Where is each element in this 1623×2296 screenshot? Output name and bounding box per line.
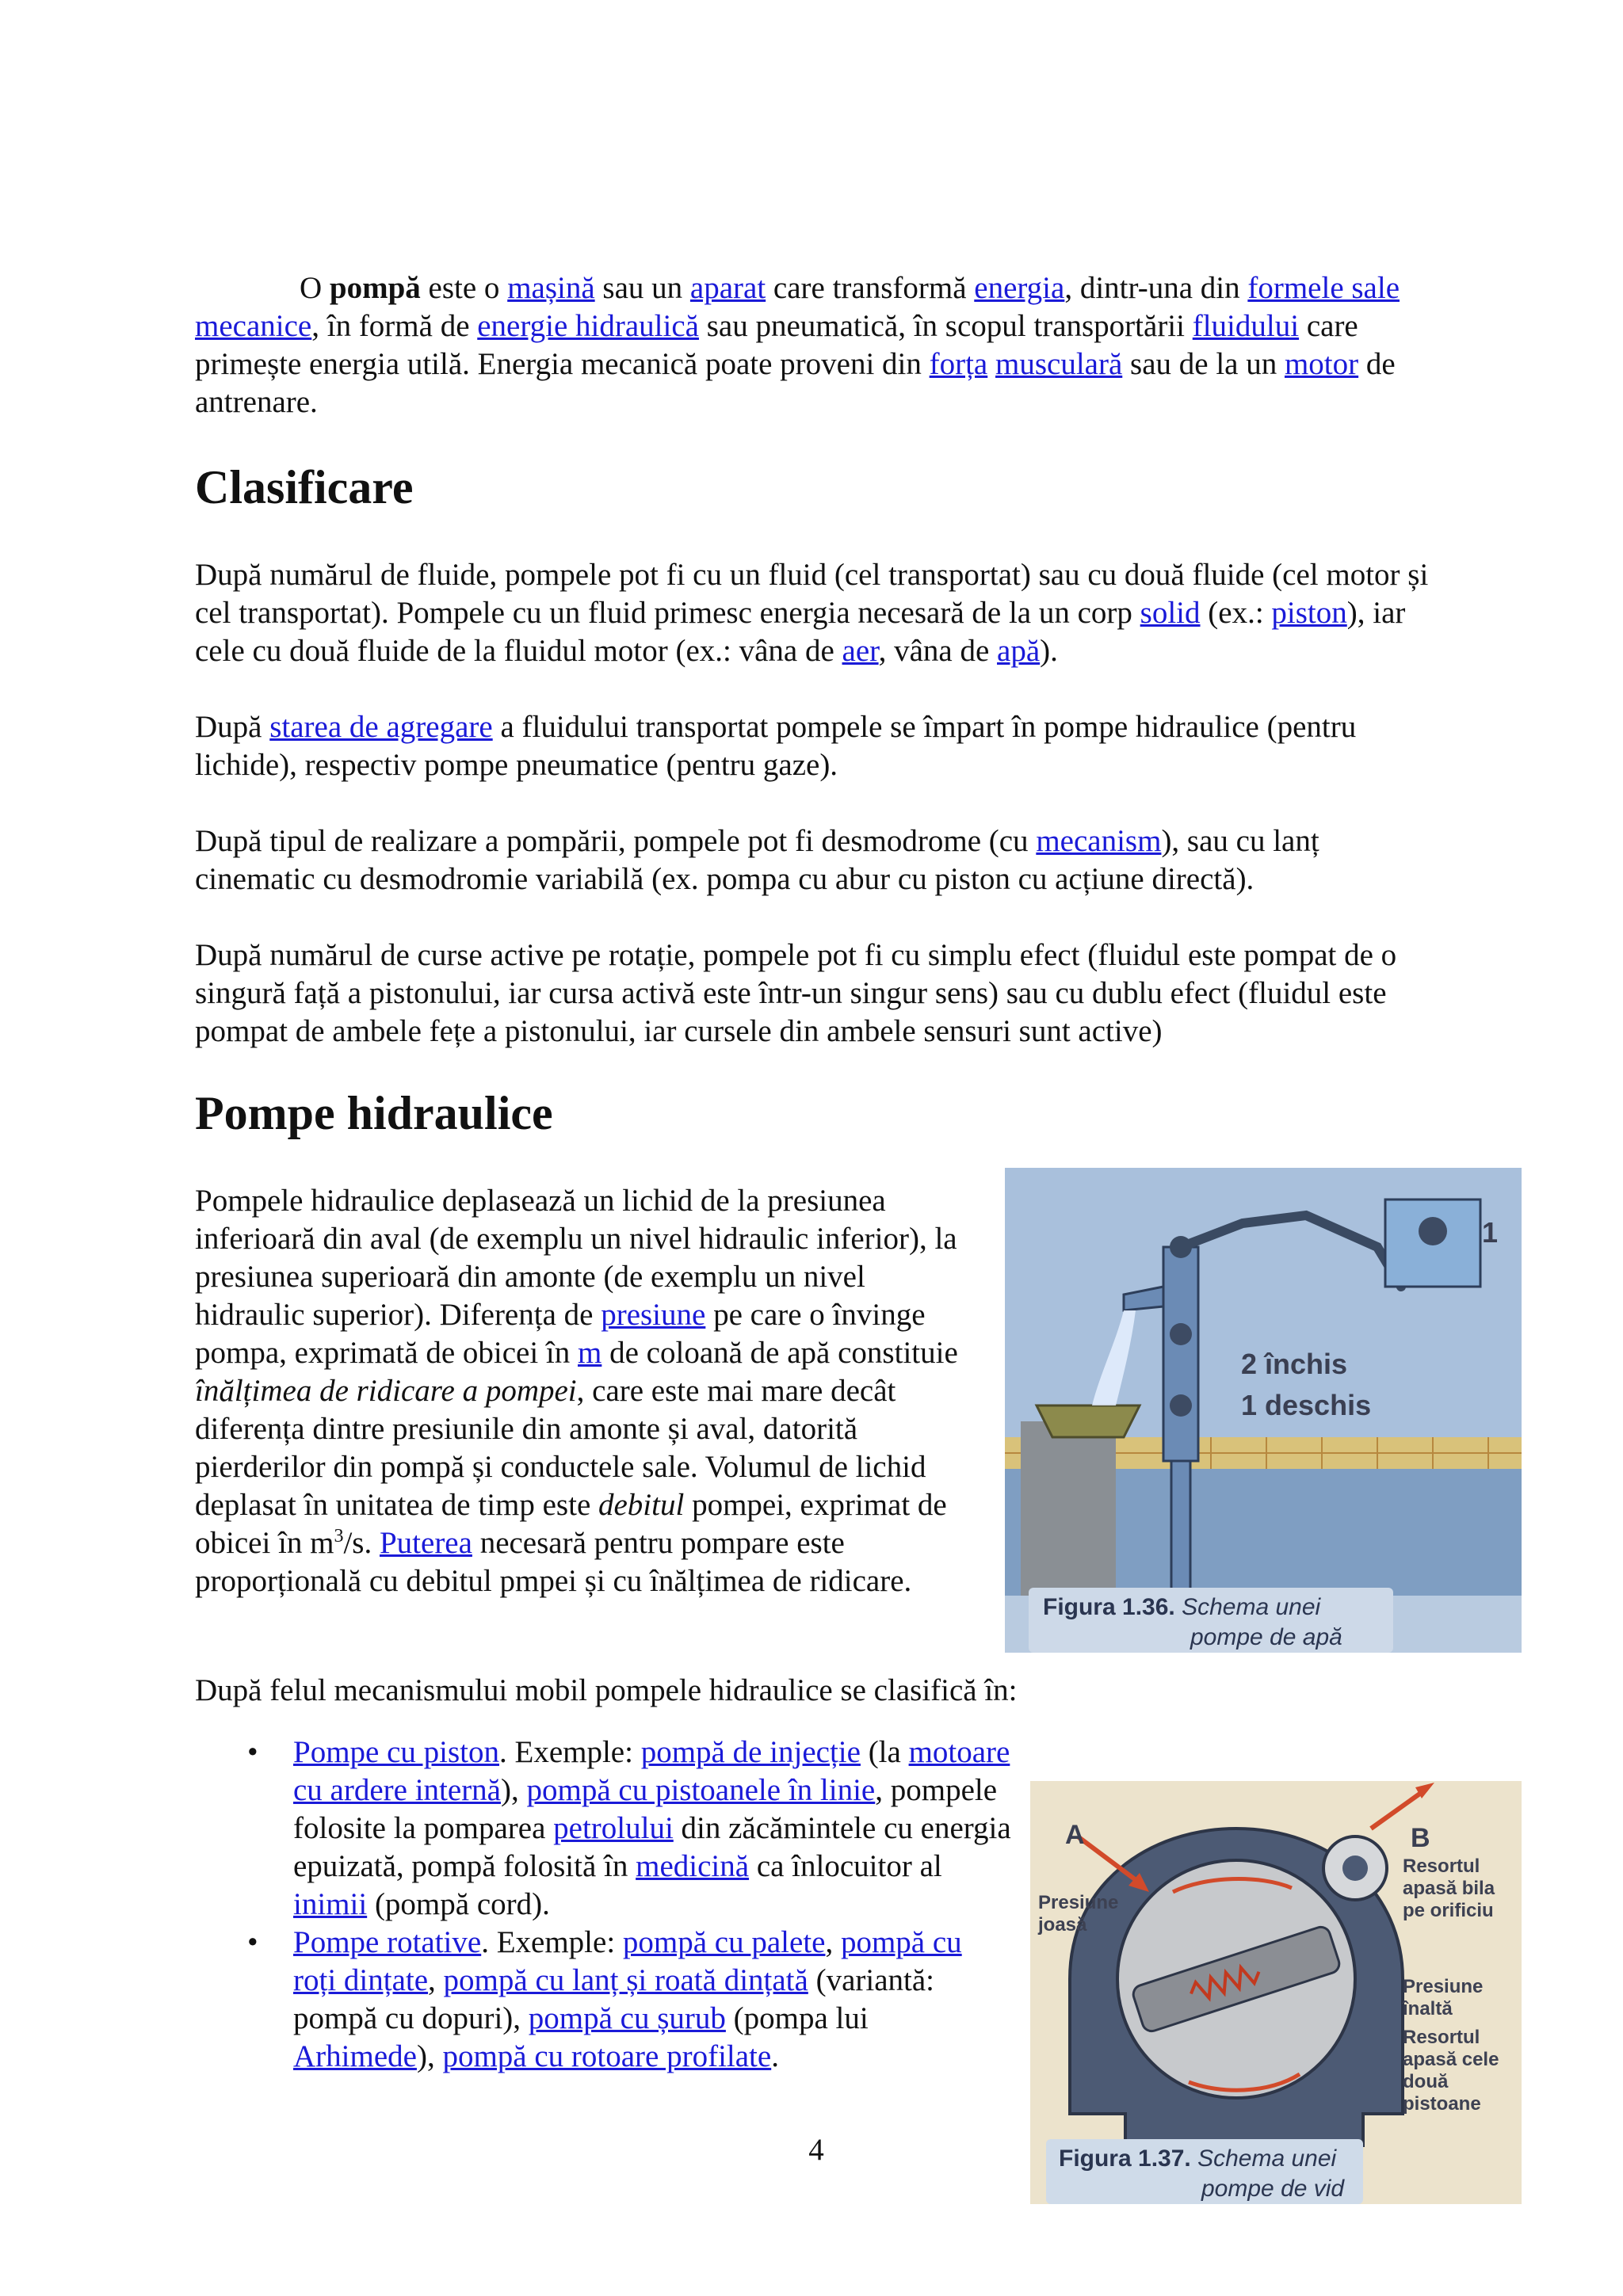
link-motoare-ardere-interna[interactable]: motoare cu ardere internă [293, 1735, 1010, 1807]
figure2-caption: Figura 1.37. Schema unei pompe de vid [1059, 2145, 1345, 2202]
link-pompa-roti-dintate[interactable]: pompă cu roți dințate [293, 1925, 962, 1997]
page-number: 4 [808, 2133, 824, 2167]
link-pompa-rotoare-profilate[interactable]: pompă cu rotoare profilate [442, 2039, 772, 2073]
link-starea-de-agregare[interactable]: starea de agregare [269, 710, 493, 744]
link-aer[interactable]: aer [842, 634, 879, 668]
paragraph-curse-active: După numărul de curse active pe rotație, pompele pot fi cu simplu efect (fluidul este pompat de o singură față a pistonului, iar cursa activă este într-un singur sens) sau cu dublu efect (fluidul este pompat de ambele fețe a pistonului, iar cursele din ambele sensuri sunt active) [195, 938, 1397, 1048]
figure2-label-A: A [1065, 1820, 1085, 1850]
link-pompe-cu-piston[interactable]: Pompe cu piston [293, 1735, 499, 1769]
link-petrolului[interactable]: petrolului [553, 1811, 674, 1845]
pump-types-list [195, 1733, 1011, 2076]
link-pompa-de-injectie[interactable]: pompă de injecție [640, 1735, 861, 1769]
link-formele-mecanice[interactable]: formele sale mecanice [195, 271, 1400, 343]
term-pompa: pompă [329, 271, 421, 305]
paragraph-mecanism-mobil: După felul mecanismului mobil pompele hidraulice se clasifică în: [195, 1673, 1018, 1707]
list-item-pompe-cu-piston: • Pompe cu piston. Exemple: pompă de injecție (la motoare cu ardere internă), pompă cu pistoanele în linie, pompele folosite la pomparea petrolului din zăcămintele cu energia epuizată, pompă folosită în medicină ca înlocuitor al inimii (pompă cord). [195, 1733, 1011, 1924]
term-inaltimea-de-ridicare: înălțimea de ridicare a pompei [195, 1374, 577, 1408]
intro-paragraph: O pompă este o mașină sau un aparat care transformă energia, dintr-una din formele sale mecanice, în formă de energie hidraulică sau pneumatică, în scopul transportării fluidului care primește energia utilă. Energia mecanică poate proveni din forța musculară sau de la un motor de antrenare. [195, 271, 1400, 419]
link-pompe-rotative[interactable]: Pompe rotative [293, 1925, 482, 1959]
figure2-label-resortul-pistoane: Resortul apasă cele două pistoane [1403, 2027, 1499, 2115]
link-pompa-lant-roata[interactable]: pompă cu lanț și roată dințată [443, 1963, 808, 1997]
link-aparat[interactable]: aparat [689, 271, 766, 305]
paragraph-pompe-hidraulice: Pompele hidraulice deplasează un lichid de la presiunea inferioară din aval (de exemplu un nivel hidraulic inferior), la presiunea superioară din amonte (de exemplu un nivel hidraulic superior). Diferența de presiune pe care o învinge pompa, exprimată de obicei în m de coloană de apă constituie înălțimea de ridicare a pompei, care este mai mare decât diferența dintre presiunile din amonte și aval, datorită pierderilor din pompă și conductele sale. Volumul de lichid deplasat în unitatea de timp este debitul pompei, exprimat de obicei în $m^3/s$. Puterea necesară pentru pompare este proporțională cu debitul pmpei și cu înălțimea de ridicare. [195, 1184, 958, 1598]
figure-vacuum-pump [1030, 1781, 1522, 2204]
link-m[interactable]: m [578, 1336, 602, 1370]
link-masina[interactable]: mașină [507, 271, 595, 305]
link-fluidului[interactable]: fluidului [1192, 309, 1300, 343]
link-energia[interactable]: energia [974, 271, 1065, 305]
link-forta[interactable]: forța [929, 347, 988, 381]
figure-water-pump [1005, 1168, 1522, 1653]
link-apa[interactable]: apă [997, 634, 1041, 668]
link-solid[interactable]: solid [1140, 596, 1201, 630]
figure2-label-presiune-inalta: Presiune înaltă [1403, 1976, 1484, 2019]
link-pompa-cu-palete[interactable]: pompă cu palete [622, 1925, 826, 1959]
term-debitul: debitul [598, 1488, 685, 1522]
link-mecanism[interactable]: mecanism [1036, 824, 1162, 858]
paragraph-fluide: După numărul de fluide, pompele pot fi cu un fluid (cel transportat) sau cu două fluide (cel motor și cel transportat). Pompele cu un fluid primesc energia necesară de la un corp solid (ex.: piston), iar cele cu două fluide de la fluidul motor (ex.: vâna de aer, vâna de apă). [195, 558, 1429, 668]
heading-pompe-hidraulice: Pompe hidraulice [195, 1087, 553, 1139]
link-energie-hidraulica[interactable]: energie hidraulică [477, 309, 699, 343]
figure2-label-B: B [1411, 1823, 1430, 1853]
link-piston[interactable]: piston [1271, 596, 1347, 630]
figure1-label-2-inchis: 2 închis [1241, 1348, 1348, 1380]
link-pompa-cu-surub[interactable]: pompă cu șurub [528, 2001, 726, 2035]
paragraph-stare-agregare: După starea de agregare a fluidului transportat pompele se împart în pompe hidraulice (pentru lichide), respectiv pompe pneumatice (pentru gaze). [195, 710, 1357, 782]
link-medicina[interactable]: medicină [636, 1849, 750, 1883]
link-puterea[interactable]: Puterea [379, 1526, 472, 1560]
figure1-label-1-deschis: 1 deschis [1241, 1389, 1372, 1421]
figure2-label-presiune-joasa: Presiune joasă [1038, 1892, 1119, 1936]
link-pompa-pistoane-linie[interactable]: pompă cu pistoanele în linie [526, 1773, 876, 1807]
link-inimii[interactable]: inimii [293, 1887, 368, 1921]
figure1-label-1: 1 [1482, 1216, 1499, 1249]
link-musculara[interactable]: musculară [995, 347, 1123, 381]
list-item-pompe-rotative: • Pompe rotative. Exemple: pompă cu palete, pompă cu roți dințate, pompă cu lanț și roată dințată (variantă: pompă cu dopuri), pompă cu șurub (pompa lui Arhimede), pompă cu rotoare profilate. [195, 1924, 1011, 2076]
link-presiune[interactable]: presiune [601, 1298, 706, 1332]
figure2-label-resortul-bila: Resortul apasă bila pe orificiu [1403, 1855, 1495, 1921]
heading-clasificare: Clasificare [195, 461, 414, 513]
link-arhimede[interactable]: Arhimede [293, 2039, 417, 2073]
link-motor[interactable]: motor [1284, 347, 1359, 381]
paragraph-desmodrome: După tipul de realizare a pompării, pompele pot fi desmodrome (cu mecanism), sau cu lanț cinematic cu desmodromie variabilă (ex. pompa cu abur cu piston cu acțiune directă). [195, 824, 1319, 896]
figure1-caption: Figura 1.36. Schema unei pompe de apă [1043, 1594, 1342, 1650]
